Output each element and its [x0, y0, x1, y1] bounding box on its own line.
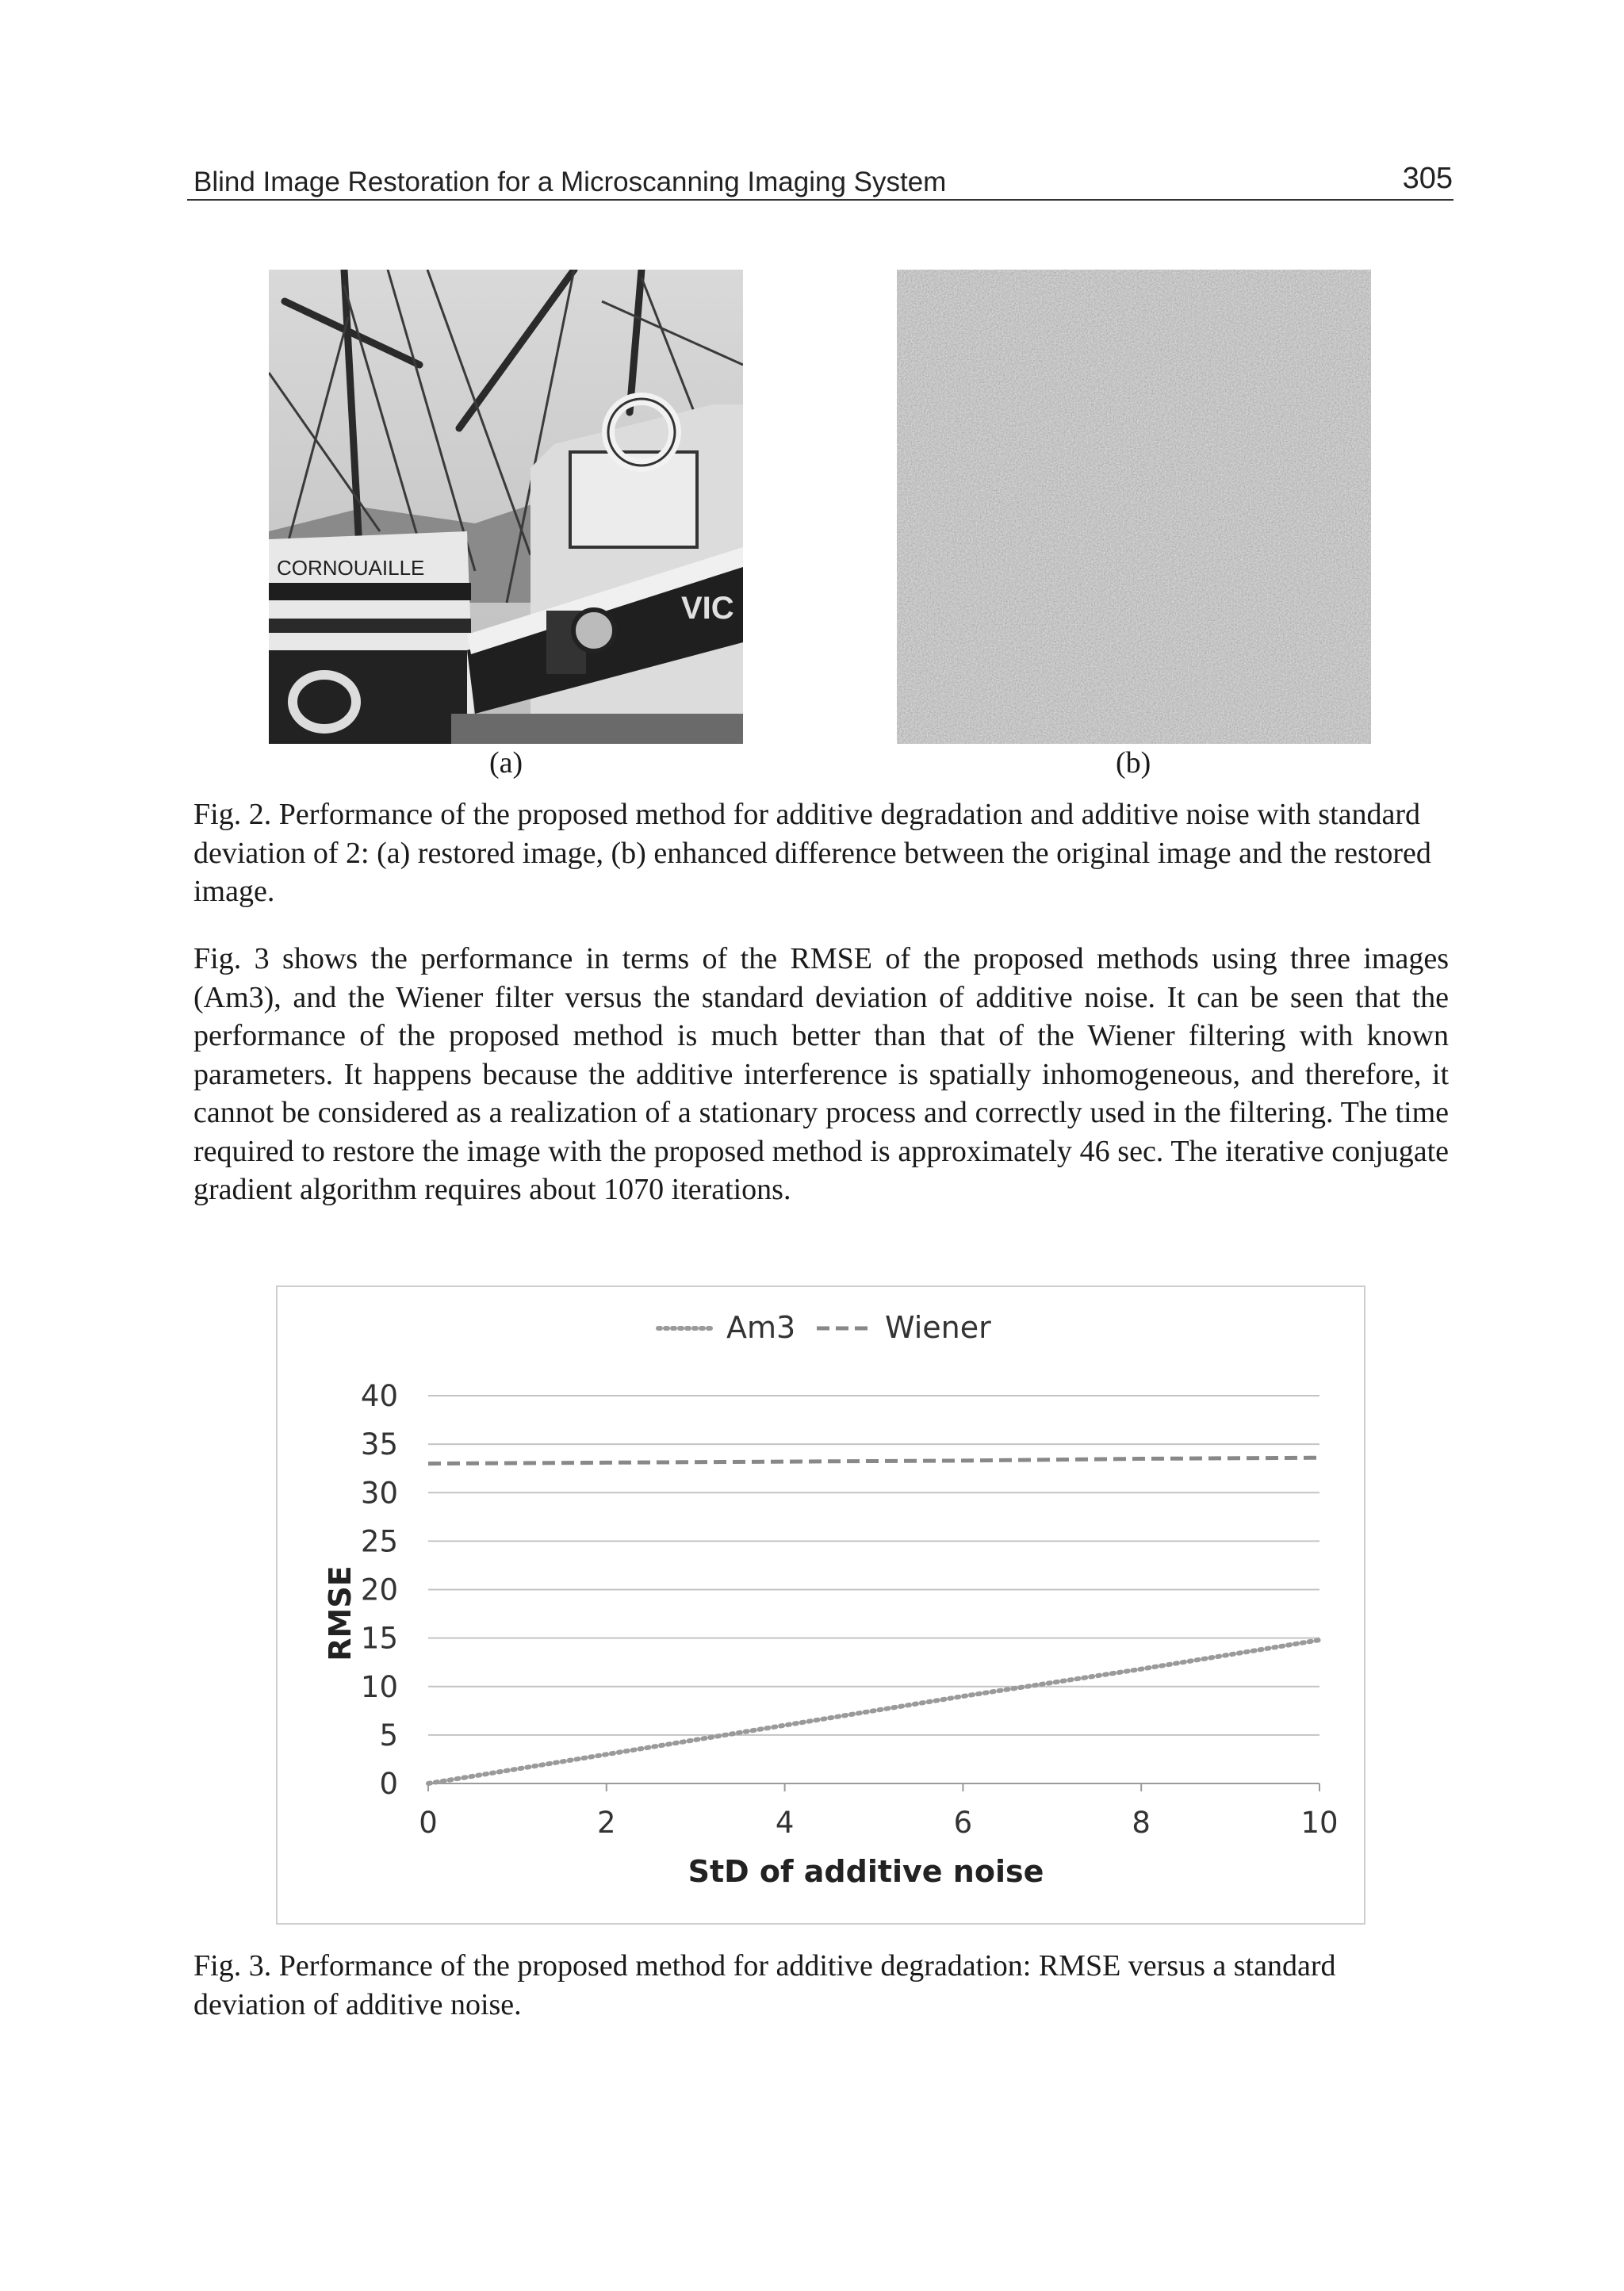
y-tick-label: 20 [360, 1573, 398, 1607]
y-tick-label: 40 [360, 1379, 398, 1413]
figure-2-caption: Fig. 2. Performance of the proposed method for additive degradation and additive noise with standard deviation of 2: (a) restored image, (b) enhanced difference between the original image and the restored image. [193, 798, 1431, 908]
series-line-wiener [428, 1458, 1320, 1463]
body-paragraph: Fig. 3 shows the performance in terms of the RMSE of the proposed methods using three images (Am3), and the Wiener filter versus the standard deviation of additive noise. It can be seen that the performance of the proposed method is much better than that of the Wiener filtering with known parameters. It happens because the additive interference is spatially inhomogeneous, and therefore, it cannot be considered as a realization of a stationary process and correctly used in the filtering. The time required to restore the image with the proposed method is approximately 46 sec. The iterative conjugate gradient algorithm requires about 1070 iterations. [193, 942, 1449, 1206]
subfigure-label-a: (a) [489, 746, 523, 780]
y-axis-title: RMSE [323, 1565, 358, 1661]
x-tick-label: 8 [1132, 1806, 1151, 1840]
subfigure-label-b: (b) [1116, 746, 1151, 780]
x-tick-label: 10 [1300, 1806, 1339, 1840]
svg-text:CORNOUAILLE: CORNOUAILLE [277, 556, 425, 580]
header-rule [187, 199, 1454, 201]
svg-text:VIC: VIC [681, 591, 734, 626]
x-tick-label: 0 [419, 1806, 438, 1840]
y-tick-label: 30 [360, 1476, 398, 1511]
x-tick-label: 6 [953, 1806, 973, 1840]
legend-label-wiener: Wiener [885, 1310, 991, 1345]
running-title: Blind Image Restoration for a Microscanning Imaging System [193, 167, 947, 197]
rmse-chart [276, 1285, 1365, 1925]
x-axis-title: StD of additive noise [688, 1854, 1044, 1889]
x-tick-label: 4 [775, 1806, 795, 1840]
y-tick-label: 0 [379, 1767, 398, 1801]
restored-boat-image [269, 270, 743, 744]
y-tick-label: 25 [360, 1524, 398, 1559]
y-tick-label: 10 [360, 1669, 398, 1704]
y-tick-label: 35 [360, 1427, 398, 1462]
rmse-chart-svg [278, 1287, 1364, 1923]
page-number: 305 [1402, 162, 1453, 195]
series-line-am3 [428, 1640, 1320, 1783]
x-tick-label: 2 [597, 1806, 616, 1840]
y-tick-label: 15 [360, 1621, 398, 1656]
difference-noise-image [897, 270, 1371, 744]
legend-label-am3: Am3 [726, 1310, 796, 1345]
figure-3-caption: Fig. 3. Performance of the proposed method for additive degradation: RMSE versus a standard deviation of additive noise. [193, 1949, 1336, 2021]
y-tick-label: 5 [379, 1718, 398, 1753]
